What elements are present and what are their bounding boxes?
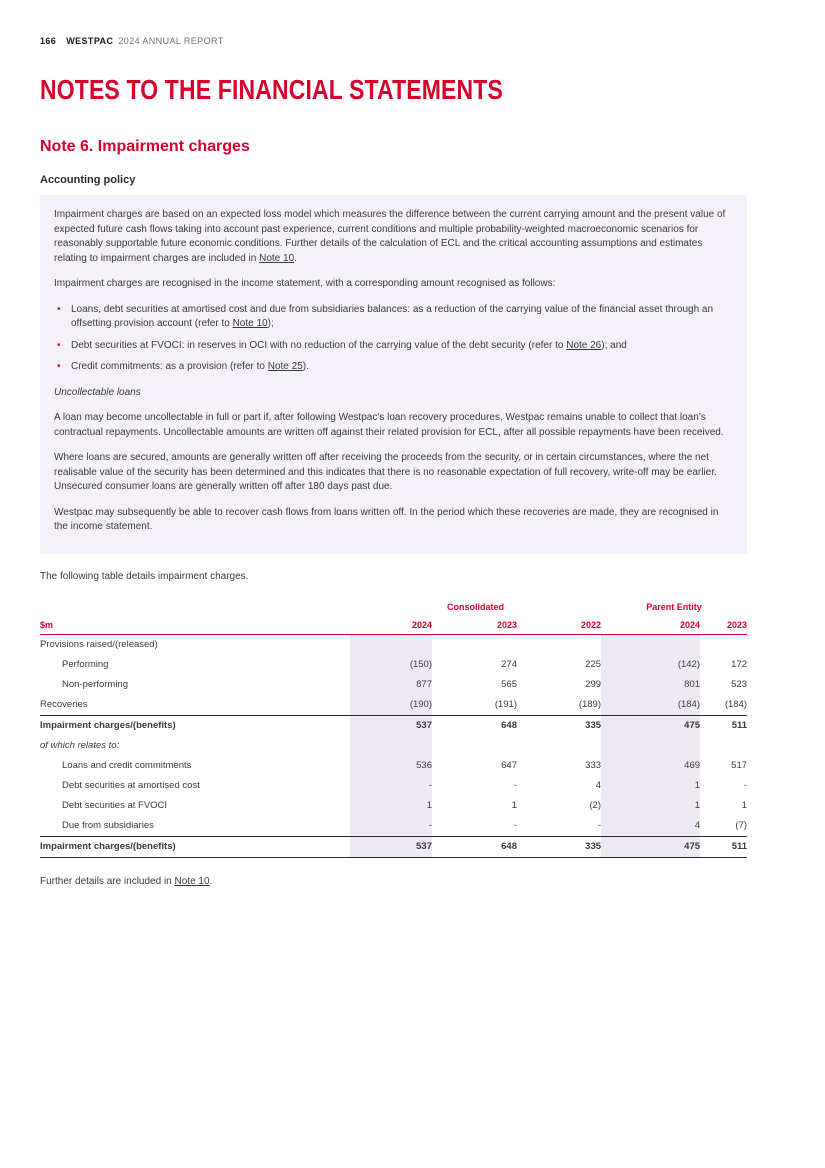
impairment-charges-table [40, 598, 747, 858]
group-header-spacer [40, 598, 350, 616]
cell-value: 648 [432, 715, 517, 736]
row-label: Provisions raised/(released) [40, 639, 158, 650]
year-header: 2022 [517, 615, 601, 634]
cell-value: 1 [601, 776, 700, 796]
cell-value: 1 [511, 800, 517, 811]
cell-value [517, 736, 601, 756]
row-label: Debt securities at FVOCI [62, 800, 168, 811]
cell-value: - [350, 776, 432, 796]
policy-paragraph-1-text: Impairment charges are based on an expected loss model which measures the difference between the current carrying amount and the present value of expected future cash flows taking into account past experience, current conditions and multiple probability-weighted macroeconomic scenarios for reasonably supportable future economic conditions. Further details of the calculation of ECL and the critical accounting assumptions and estimates relating to impairment charges are included in [54, 209, 726, 264]
policy-paragraph-1-end: . [294, 252, 297, 264]
table-total-row [40, 715, 747, 736]
cell-value: (190) [350, 695, 432, 716]
cell-value [517, 634, 601, 655]
table-row [40, 816, 747, 837]
recognition-bullet-list [54, 303, 733, 375]
brand-name: WESTPAC [66, 36, 114, 46]
policy-paragraph-2: Impairment charges are recognised in the income statement, with a corresponding amount recognised as follows: [54, 278, 556, 289]
table-grand-total-row [40, 836, 747, 857]
cell-value: 172 [731, 659, 748, 670]
accounting-policy-box [40, 195, 747, 554]
cell-value [601, 634, 700, 655]
note-26-link[interactable]: Note 26 [566, 339, 602, 351]
cell-value: 648 [432, 836, 517, 857]
note-10-link[interactable]: Note 10 [174, 875, 210, 887]
year-header: 2023 [432, 615, 517, 634]
table-group-header-row [40, 598, 747, 616]
report-title: 2024 ANNUAL REPORT [118, 36, 224, 46]
bullet-loans-text: Loans, debt securities at amortised cost and due from subsidiaries balances: as a reduction of the carrying value of the financial asset through an offsetting provision account (refer to [71, 303, 714, 329]
bullet-credit-text: Credit commitments: as a provision (refer to [71, 361, 268, 372]
note-10-link[interactable]: Note 10 [259, 252, 295, 264]
year-header: 2024 [350, 615, 432, 634]
policy-paragraph-5: Westpac may subsequently be able to recover cash flows from loans written off. In the period which these recoveries are made, they are recognised in the income statement. [54, 506, 719, 532]
cell-value [601, 736, 700, 756]
cell-value: 4 [595, 780, 602, 791]
bullet-credit-end: ). [302, 361, 309, 372]
policy-paragraph-1 [54, 208, 733, 266]
row-label: Non-performing [62, 679, 128, 690]
cell-value: 4 [601, 816, 700, 837]
cell-value: 475 [601, 715, 700, 736]
row-label: Performing [62, 659, 109, 670]
accounting-policy-heading: Accounting policy [40, 174, 136, 186]
year-header: 2023 [700, 615, 747, 634]
footer-note-pre: Further details are included in [40, 875, 175, 887]
table-row [40, 756, 747, 776]
cell-value: 225 [585, 659, 602, 670]
cell-value: 565 [501, 679, 517, 690]
cell-value: 475 [601, 836, 700, 857]
section-title: NOTES TO THE FINANCIAL STATEMENTS [40, 74, 503, 105]
table-row [40, 776, 747, 796]
cell-value: 511 [700, 836, 747, 857]
cell-value: 517 [731, 760, 748, 771]
cell-value: 1 [601, 796, 700, 816]
cell-value [350, 634, 432, 655]
cell-value: 647 [501, 760, 517, 771]
cell-value: 335 [517, 715, 601, 736]
cell-value: 333 [585, 760, 602, 771]
table-year-header-row [40, 615, 747, 634]
cell-value: (191) [494, 699, 517, 710]
cell-value: 299 [585, 679, 602, 690]
cell-value: - [513, 780, 517, 791]
cell-value: 511 [700, 715, 747, 736]
table-row [40, 796, 747, 816]
cell-value [350, 736, 432, 756]
cell-value: 1 [350, 796, 432, 816]
policy-paragraph-4: Where loans are secured, amounts are generally written off after receiving the proceeds from the security, or in certain circumstances, where the net realisable value of the security has been determined and this indicates that there is no reasonable expectation of full recovery, write-off may be earlier. Unsecured consumer loans are generally written off after 180 days past due. [54, 452, 717, 492]
table-row [40, 736, 747, 756]
row-label: Debt securities at amortised cost [62, 780, 200, 791]
row-label: Impairment charges/(benefits) [40, 836, 350, 857]
bullet-loans-end: ); [267, 318, 274, 329]
row-label: Impairment charges/(benefits) [40, 715, 350, 736]
cell-value: - [743, 780, 748, 791]
group-header-parent-entity: Parent Entity [646, 602, 702, 612]
cell-value: 536 [350, 756, 432, 776]
table-row [40, 655, 747, 675]
cell-value: (142) [601, 655, 700, 675]
row-label: Due from subsidiaries [62, 820, 154, 831]
bullet-item-loans [54, 303, 733, 332]
footer-note-end: . [209, 875, 213, 887]
table-row [40, 695, 747, 716]
cell-value: - [350, 816, 432, 837]
cell-value: (7) [735, 820, 748, 831]
cell-value: 274 [501, 659, 517, 670]
cell-value: 801 [601, 675, 700, 695]
cell-value [432, 634, 517, 655]
page-header [40, 36, 747, 46]
table-intro-text: The following table details impairment charges. [40, 570, 249, 582]
cell-value [700, 634, 747, 655]
group-header-consolidated: Consolidated [447, 602, 505, 612]
row-label: Recoveries [40, 699, 88, 710]
cell-value: (184) [724, 699, 748, 710]
cell-value: 1 [741, 800, 748, 811]
year-header: 2024 [601, 615, 700, 634]
uncollectable-loans-subheading: Uncollectable loans [54, 386, 141, 398]
cell-value: - [513, 820, 517, 831]
cell-value: (150) [350, 655, 432, 675]
cell-value: 537 [350, 715, 432, 736]
cell-value: 537 [350, 836, 432, 857]
table-row [40, 675, 747, 695]
table-row [40, 634, 747, 655]
row-label: of which relates to: [40, 740, 120, 751]
bullet-item-credit-commitments [54, 360, 733, 375]
cell-value [700, 736, 747, 756]
cell-value: 469 [601, 756, 700, 776]
cell-value: (189) [578, 699, 602, 710]
cell-value [432, 736, 517, 756]
cell-value: - [597, 820, 602, 831]
bullet-fvoci-text: Debt securities at FVOCI: in reserves in OCI with no reduction of the carrying value of the debt security (refer to [71, 339, 567, 351]
bullet-fvoci-end: ); and [601, 339, 627, 351]
cell-value: (184) [601, 695, 700, 716]
page-number: 166 [40, 36, 57, 46]
note-25-link[interactable]: Note 25 [267, 361, 303, 372]
note-title: Note 6. Impairment charges [40, 138, 250, 155]
bullet-item-fvoci [54, 339, 733, 354]
row-label: Loans and credit commitments [62, 760, 192, 771]
note-10-link[interactable]: Note 10 [232, 318, 268, 329]
footer-note-text [40, 876, 747, 887]
cell-value: 523 [731, 679, 748, 690]
cell-value: 877 [350, 675, 432, 695]
cell-value: 335 [517, 836, 601, 857]
policy-paragraph-3: A loan may become uncollectable in full or part if, after following Westpac’s loan recovery procedures, Westpac remains unable to collect that loan’s contractual repayments. Uncollectable amounts are written off against their related provision for ECL, after all possible repayments have been received. [54, 412, 724, 438]
cell-value: (2) [589, 800, 602, 811]
unit-label: $m [40, 615, 350, 634]
